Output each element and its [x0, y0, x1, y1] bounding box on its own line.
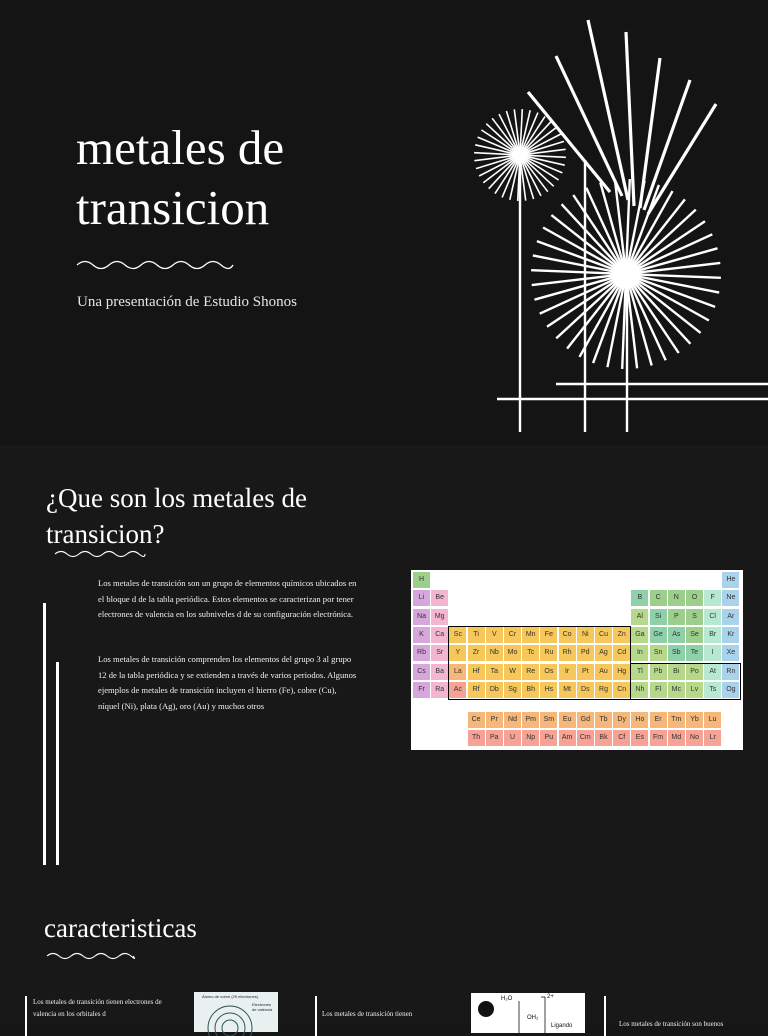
- element-ni: Ni: [577, 627, 594, 643]
- element-ir: Ir: [559, 664, 576, 680]
- element-s: S: [686, 609, 703, 625]
- element-gd: Gd: [577, 712, 594, 728]
- element-cf: Cf: [613, 730, 630, 746]
- element-zn: Zn: [613, 627, 630, 643]
- element-ga: Ga: [631, 627, 648, 643]
- element-pr: Pr: [486, 712, 503, 728]
- element-os: Os: [540, 664, 557, 680]
- element-n: N: [668, 590, 685, 606]
- element-sn: Sn: [650, 645, 667, 661]
- presentation-subtitle: Una presentación de Estudio Shonos: [77, 294, 297, 310]
- element-li: Li: [413, 590, 430, 606]
- card2-image-label-water: H₂O: [501, 996, 513, 1002]
- element-lr: Lr: [704, 730, 721, 746]
- element-p: P: [668, 609, 685, 625]
- element-pt: Pt: [577, 664, 594, 680]
- card2-image-label-charge: 2+: [547, 994, 554, 1000]
- element-cn: Cn: [613, 682, 630, 698]
- element-cr: Cr: [504, 627, 521, 643]
- element-pu: Pu: [540, 730, 557, 746]
- element-yb: Yb: [686, 712, 703, 728]
- element-bh: Bh: [522, 682, 539, 698]
- section-title: caracteristicas: [44, 913, 197, 943]
- element-f: F: [704, 590, 721, 606]
- element-am: Am: [559, 730, 576, 746]
- element-cl: Cl: [704, 609, 721, 625]
- card1-atom-image: [194, 992, 278, 1032]
- element-as: As: [668, 627, 685, 643]
- element-te: Te: [686, 645, 703, 661]
- accent-bar-right: [56, 662, 59, 865]
- atom-icon: [194, 992, 278, 1032]
- element-hg: Hg: [613, 664, 630, 680]
- wave-decoration: [46, 950, 134, 962]
- element-rh: Rh: [559, 645, 576, 661]
- element-bi: Bi: [668, 664, 685, 680]
- element-u: U: [504, 730, 521, 746]
- element-ba: Ba: [431, 664, 448, 680]
- groups-paragraph: Los metales de transición comprenden los elementos del grupo 3 al grupo 12 de la tabla periódica y se extienden a través de varios periodos. Algunos ejemplos de metales de transición incluyen el hierro (Fe), cobre (Cu), níquel (Ni), plata (Ag), oro (Au) y muchos otros: [98, 654, 357, 711]
- element-cm: Cm: [577, 730, 594, 746]
- element-nb: Nb: [486, 645, 503, 661]
- element-tc: Tc: [522, 645, 539, 661]
- element-i: I: [704, 645, 721, 661]
- element-al: Al: [631, 609, 648, 625]
- element-co: Co: [559, 627, 576, 643]
- element-cu: Cu: [595, 627, 612, 643]
- element-mc: Mc: [668, 682, 685, 698]
- card2-image-label-ligand: Ligando: [551, 1023, 573, 1029]
- element-ge: Ge: [650, 627, 667, 643]
- element-ag: Ag: [595, 645, 612, 661]
- element-zr: Zr: [468, 645, 485, 661]
- element-cs: Cs: [413, 664, 430, 680]
- post-transition-outline: [630, 663, 740, 701]
- element-k: K: [413, 627, 430, 643]
- element-si: Si: [650, 609, 667, 625]
- element-ts: Ts: [704, 682, 721, 698]
- section-title: ¿Que son los metales de transicion?: [46, 483, 307, 549]
- element-tb: Tb: [595, 712, 612, 728]
- element-pa: Pa: [486, 730, 503, 746]
- element-rg: Rg: [595, 682, 612, 698]
- element-pb: Pb: [650, 664, 667, 680]
- element-fl: Fl: [650, 682, 667, 698]
- card1-image-label: Electrones de valencia: [252, 1002, 273, 1012]
- element-ca: Ca: [431, 627, 448, 643]
- element-po: Po: [686, 664, 703, 680]
- element-hf: Hf: [468, 664, 485, 680]
- element-lv: Lv: [686, 682, 703, 698]
- element-la: La: [449, 664, 466, 680]
- element-mt: Mt: [559, 682, 576, 698]
- element-mo: Mo: [504, 645, 521, 661]
- card1-image-caption: Átomo de cobre (29 electrones): [202, 994, 259, 999]
- element-y: Y: [449, 645, 466, 661]
- element-in: In: [631, 645, 648, 661]
- element-mn: Mn: [522, 627, 539, 643]
- element-sr: Sr: [431, 645, 448, 661]
- element-rb: Rb: [413, 645, 430, 661]
- card2-image-label-oh2: OH₂: [527, 1015, 539, 1021]
- element-sb: Sb: [668, 645, 685, 661]
- element-h: H: [413, 572, 430, 588]
- element-au: Au: [595, 664, 612, 680]
- element-ru: Ru: [540, 645, 557, 661]
- element-ra: Ra: [431, 682, 448, 698]
- element-br: Br: [704, 627, 721, 643]
- element-xe: Xe: [722, 645, 739, 661]
- element-pm: Pm: [522, 712, 539, 728]
- accent-bar-left: [43, 603, 46, 865]
- element-ds: Ds: [577, 682, 594, 698]
- element-rf: Rf: [468, 682, 485, 698]
- element-sm: Sm: [540, 712, 557, 728]
- card2-bar: [315, 996, 317, 1036]
- element-be: Be: [431, 590, 448, 606]
- card1-text: Los metales de transición tienen electrones de valencia en los orbitales d: [33, 998, 162, 1018]
- starburst-art: [0, 0, 768, 445]
- element-se: Se: [686, 627, 703, 643]
- element-ce: Ce: [468, 712, 485, 728]
- element-cd: Cd: [613, 645, 630, 661]
- element-rn: Rn: [722, 664, 739, 680]
- element-fr: Fr: [413, 682, 430, 698]
- element-w: W: [504, 664, 521, 680]
- element-md: Md: [668, 730, 685, 746]
- element-ho: Ho: [631, 712, 648, 728]
- slide-title: [0, 0, 768, 445]
- element-np: Np: [522, 730, 539, 746]
- element-nh: Nh: [631, 682, 648, 698]
- definition-paragraph: Los metales de transición son un grupo de elementos químicos ubicados en el bloque d de la tabla periódica. Estos elementos se caracterizan por tener electrones de valencia en los subniveles d de su configuración electrónica.: [98, 578, 357, 620]
- element-ti: Ti: [468, 627, 485, 643]
- element-sg: Sg: [504, 682, 521, 698]
- element-fe: Fe: [540, 627, 557, 643]
- card2-complex-image: [471, 993, 585, 1033]
- element-v: V: [486, 627, 503, 643]
- element-eu: Eu: [559, 712, 576, 728]
- element-tm: Tm: [668, 712, 685, 728]
- slide-what-are: [0, 445, 768, 877]
- slide-characteristics: [0, 877, 768, 1029]
- presentation-title: metales de transicion: [76, 120, 285, 235]
- element-nd: Nd: [504, 712, 521, 728]
- transition-metals-outline: [448, 626, 631, 700]
- card3-text: Los metales de transición son buenos: [619, 1020, 724, 1028]
- element-og: Og: [722, 682, 739, 698]
- element-fm: Fm: [650, 730, 667, 746]
- periodic-table: [411, 570, 743, 750]
- element-ne: Ne: [722, 590, 739, 606]
- element-at: At: [704, 664, 721, 680]
- element-c: C: [650, 590, 667, 606]
- element-b: B: [631, 590, 648, 606]
- element-th: Th: [468, 730, 485, 746]
- element-ta: Ta: [486, 664, 503, 680]
- element-no: No: [686, 730, 703, 746]
- element-sc: Sc: [449, 627, 466, 643]
- element-db: Db: [486, 682, 503, 698]
- element-na: Na: [413, 609, 430, 625]
- element-he: He: [722, 572, 739, 588]
- element-ac: Ac: [449, 682, 466, 698]
- card3-bar: [604, 996, 606, 1036]
- element-mg: Mg: [431, 609, 448, 625]
- element-re: Re: [522, 664, 539, 680]
- element-hs: Hs: [540, 682, 557, 698]
- element-es: Es: [631, 730, 648, 746]
- element-er: Er: [650, 712, 667, 728]
- element-ar: Ar: [722, 609, 739, 625]
- element-tl: Tl: [631, 664, 648, 680]
- element-dy: Dy: [613, 712, 630, 728]
- card1-bar: [25, 996, 27, 1036]
- element-pd: Pd: [577, 645, 594, 661]
- element-lu: Lu: [704, 712, 721, 728]
- element-kr: Kr: [722, 627, 739, 643]
- wave-decoration: [54, 548, 146, 560]
- card2-text: Los metales de transición tienen: [322, 1010, 413, 1018]
- element-bk: Bk: [595, 730, 612, 746]
- element-o: O: [686, 590, 703, 606]
